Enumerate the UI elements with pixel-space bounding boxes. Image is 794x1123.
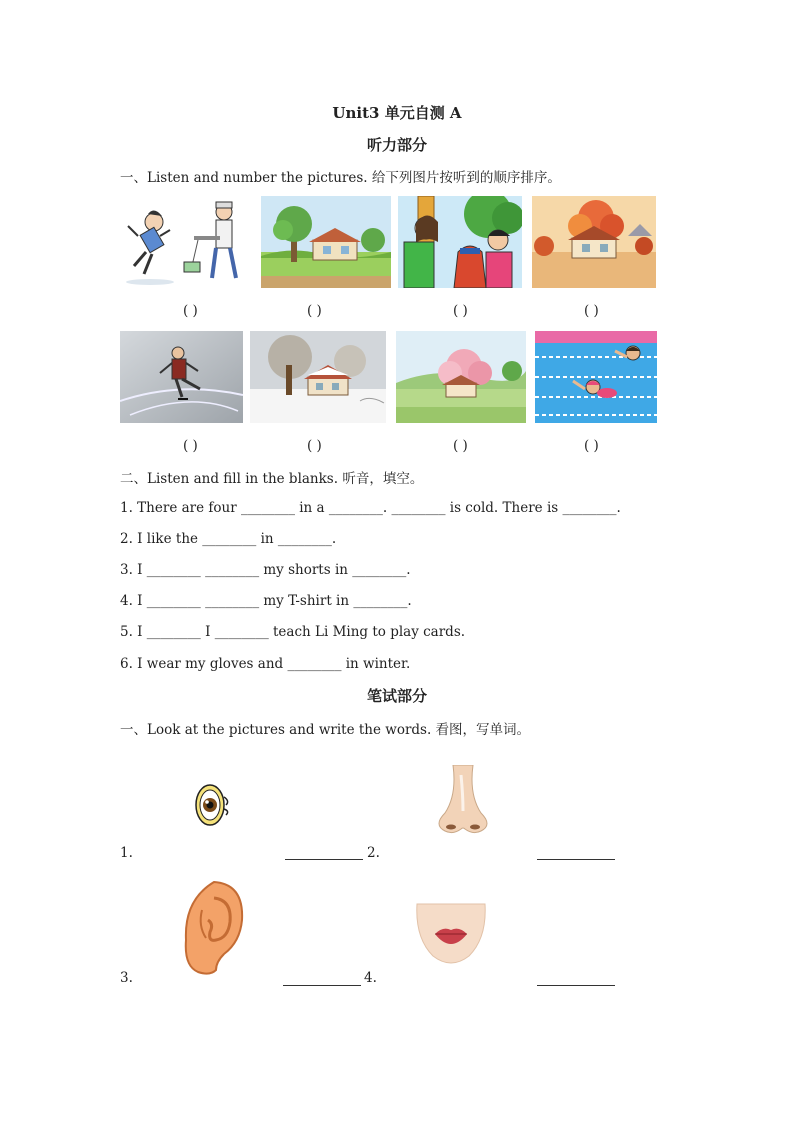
page-title: Unit3 单元自测 A — [332, 104, 462, 122]
mouth-icon — [413, 898, 489, 966]
answer-line-2[interactable] — [537, 858, 615, 860]
word-label-4: 4. — [364, 970, 377, 986]
ice-skating-picture — [120, 331, 243, 423]
fill-item-2: 2. I like the ________ in ________. — [120, 531, 337, 547]
fill-item-6: 6. I wear my gloves and ________ in winter. — [120, 656, 411, 672]
answer-line-1[interactable] — [285, 858, 363, 860]
summer-house-picture — [261, 196, 391, 288]
word-label-1: 1. — [120, 845, 133, 861]
answer-paren-2: ( ) — [307, 303, 322, 319]
answer-paren-8: ( ) — [584, 438, 599, 454]
listening-heading: 听力部分 — [366, 136, 427, 154]
answer-line-4[interactable] — [537, 984, 615, 986]
word-label-3: 3. — [120, 970, 133, 986]
writing-heading: 笔试部分 — [366, 687, 427, 705]
fall-on-ice-picture — [120, 196, 254, 288]
answer-paren-4: ( ) — [584, 303, 599, 319]
section3-instruction: 一、Look at the pictures and write the words. 看图，写单词。 — [120, 722, 531, 738]
answer-paren-1: ( ) — [183, 303, 198, 319]
fill-item-4: 4. I ________ ________ my T-shirt in ________. — [120, 593, 412, 609]
nose-icon — [433, 765, 493, 837]
answer-paren-5: ( ) — [183, 438, 198, 454]
fill-item-1: 1. There are four ________ in a ________. ________ is cold. There is ________. — [120, 500, 621, 516]
autumn-dressing-picture — [398, 196, 522, 288]
ear-icon — [180, 880, 246, 976]
answer-paren-3: ( ) — [453, 303, 468, 319]
section1-instruction: 一、Listen and number the pictures. 给下列图片按听到的顺序排序。 — [120, 170, 561, 186]
swimming-picture — [535, 331, 657, 423]
autumn-house-picture — [532, 196, 656, 288]
fill-item-5: 5. I ________ I ________ teach Li Ming to play cards. — [120, 624, 466, 640]
fill-item-3: 3. I ________ ________ my shorts in ________. — [120, 562, 411, 578]
section2-instruction: 二、Listen and fill in the blanks. 听音，填空。 — [120, 471, 424, 487]
winter-house-picture — [250, 331, 386, 423]
eye-icon — [192, 775, 232, 831]
answer-paren-6: ( ) — [307, 438, 322, 454]
answer-line-3[interactable] — [283, 984, 361, 986]
answer-paren-7: ( ) — [453, 438, 468, 454]
word-label-2: 2. — [367, 845, 380, 861]
spring-house-picture — [396, 331, 526, 423]
